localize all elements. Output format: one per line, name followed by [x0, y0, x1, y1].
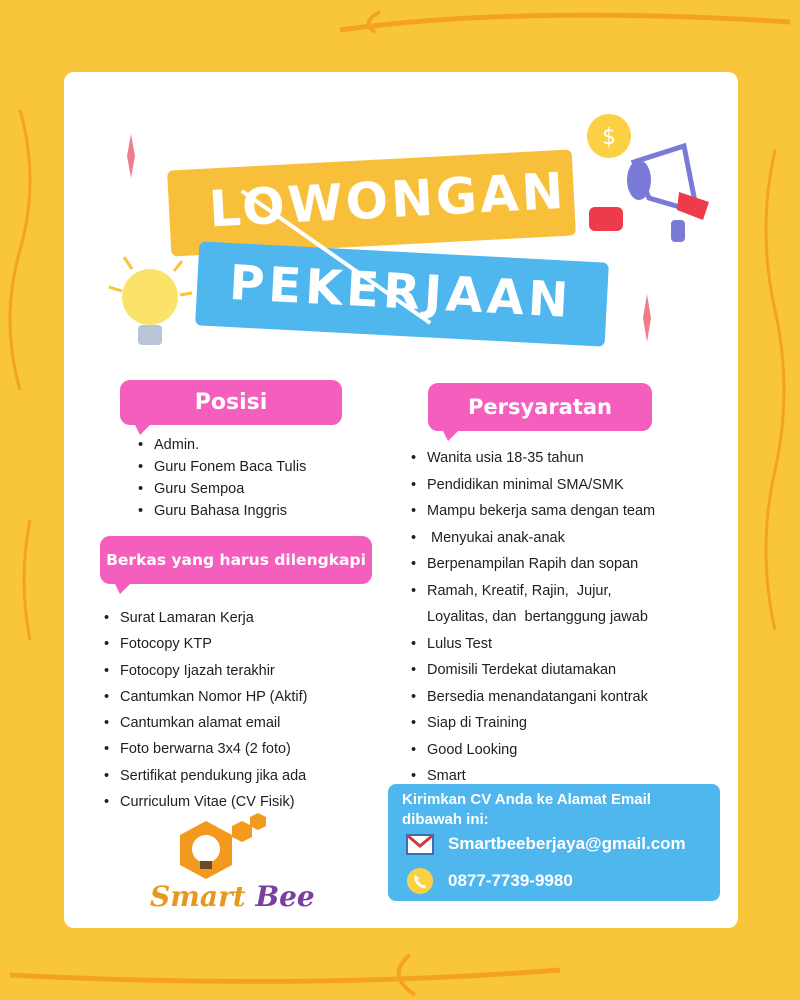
- list-item: • Good Looking: [411, 737, 655, 764]
- contact-heading: Kirimkan CV Anda ke Alamat Email dibawah ini:: [402, 791, 651, 828]
- list-item: • Smart: [411, 763, 655, 790]
- berkas-list: [104, 605, 307, 815]
- list-item: • Bersedia menandatangani kontrak: [411, 684, 655, 711]
- contact-box: [388, 784, 720, 901]
- sparkle-icon: [119, 134, 143, 178]
- list-item: • Menyukai anak-anak: [411, 525, 655, 552]
- list-item: • Berpenampilan Rapih dan sopan: [411, 551, 655, 578]
- list-item: • Curriculum Vitae (CV Fisik): [104, 789, 307, 815]
- list-item: • Sertifikat pendukung jika ada: [104, 763, 307, 789]
- phone-icon: [406, 867, 434, 895]
- list-item: • Mampu bekerja sama dengan team: [411, 498, 655, 525]
- list-item: • Guru Sempoa: [138, 478, 306, 500]
- phone-row[interactable]: [406, 867, 573, 895]
- contact-email[interactable]: Smartbeeberjaya@gmail.com: [448, 834, 686, 853]
- list-item: • Wanita usia 18-35 tahun: [411, 445, 655, 472]
- list-item: • Cantumkan Nomor HP (Aktif): [104, 684, 307, 710]
- berkas-heading: Berkas yang harus dilengkapi: [100, 536, 372, 584]
- lightbulb-icon: [104, 247, 194, 357]
- svg-text:$: $: [602, 125, 616, 150]
- list-item-text: Ramah, Kreatif, Rajin, Jujur,: [427, 582, 612, 599]
- megaphone-icon: [579, 112, 719, 252]
- list-item: • Guru Bahasa Inggris: [138, 500, 306, 522]
- title-banner-yellow: [167, 149, 576, 256]
- persyaratan-list: [411, 445, 655, 790]
- list-item: • Fotocopy Ijazah terakhir: [104, 658, 307, 684]
- list-item: [411, 578, 655, 631]
- posisi-list: [138, 434, 306, 522]
- brand-name: Smart Bee: [150, 880, 315, 913]
- list-item: • Pendidikan minimal SMA/SMK: [411, 472, 655, 499]
- posisi-heading: Posisi: [120, 380, 342, 425]
- list-item: • Domisili Terdekat diutamakan: [411, 657, 655, 684]
- title-line-1: LOWONGAN: [207, 161, 568, 239]
- contact-phone[interactable]: 0877-7739-9980: [448, 871, 573, 890]
- email-row[interactable]: [406, 832, 686, 856]
- list-item: • Lulus Test: [411, 631, 655, 658]
- list-item: • Admin.: [138, 434, 306, 456]
- list-item: • Foto berwarna 3x4 (2 foto): [104, 736, 307, 762]
- list-item: • Siap di Training: [411, 710, 655, 737]
- title-banner-blue: [195, 241, 609, 346]
- persyaratan-heading: Persyaratan: [428, 383, 652, 431]
- sparkle-icon: [634, 294, 660, 342]
- list-item: • Cantumkan alamat email: [104, 710, 307, 736]
- poster-card: [64, 72, 738, 928]
- list-item: • Guru Fonem Baca Tulis: [138, 456, 306, 478]
- list-item: • Surat Lamaran Kerja: [104, 605, 307, 631]
- title-line-2: PEKERJAAN: [227, 254, 574, 329]
- list-item: • Fotocopy KTP: [104, 631, 307, 657]
- mail-icon: [406, 832, 434, 856]
- list-item-continuation: Loyalitas, dan bertanggung jawab: [427, 609, 648, 625]
